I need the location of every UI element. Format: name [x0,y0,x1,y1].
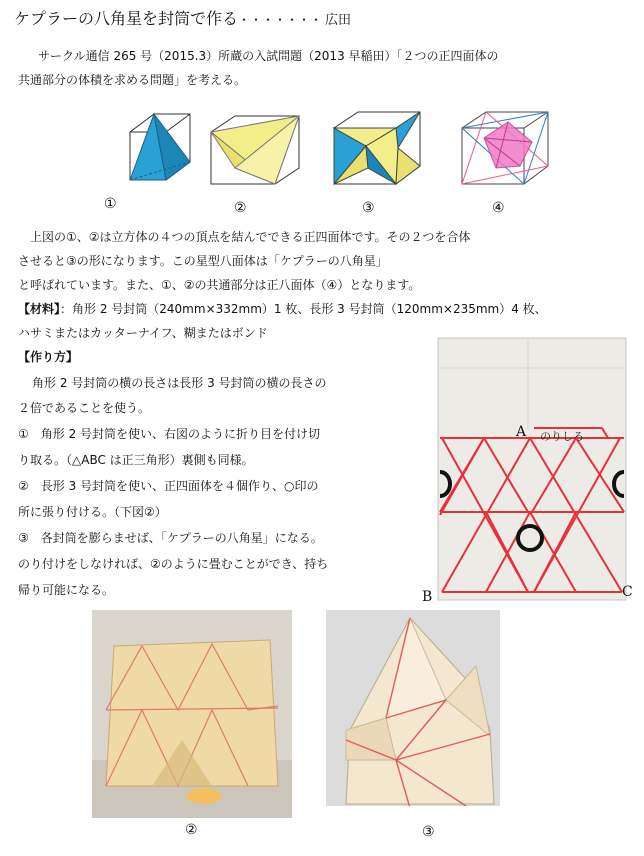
materials-label: 【材料】 [18,302,61,316]
figure-3-stellated-octahedron [328,108,426,204]
figure-4-octahedron [456,108,554,204]
photo-2-caption: ② [185,822,198,838]
figure-2-tetrahedron [205,112,305,204]
photo-folded-model [92,610,292,818]
figure-2-caption: ② [234,200,247,216]
envelope-folding-diagram [418,330,638,615]
method-line-8: のり付けをしなければ、②のように畳むことができ、持ち [18,557,329,571]
figure-4-caption: ④ [492,200,505,216]
author: 広田 [325,13,352,28]
vertex-a-label: A [516,424,527,440]
page-title [14,6,351,29]
photo-kepler-star-model [326,610,500,818]
method-line-3: ① 角形 2 号封筒を使い、右図のように折り目を付け切 [18,427,321,441]
method-line-7: ③ 各封筒を膨らませば、「ケプラーの八角星」になる。 [18,531,323,545]
body-line-2: させると③の形になります。この星型八面体は「ケプラーの八角星」 [18,254,388,268]
photo-3-caption: ③ [422,824,435,840]
method-line-1: 角形 2 号封筒の横の長さは長形 3 号封筒の横の長さの [32,376,327,390]
figure-1-caption: ① [104,196,117,212]
glue-flap-label: のりしろ [540,430,584,443]
body-line-1: 上図の①、②は立方体の４つの頂点を結んでできる正四面体です。その２つを合体 [30,230,471,244]
method-line-6: 所に張り付ける。（下図②） [18,505,167,519]
title-dots: ・・・・・・・ [238,13,323,27]
vertex-c-label: C [622,584,633,600]
intro-line-1: サークル通信 265 号（2015.3）所蔵の入試問題（2013 早稲田）「２つの正四面体の [38,49,499,63]
method-line-5: ② 長形 3 号封筒を使い、正四面体を４個作り、○印の [18,479,319,493]
method-line-2: ２倍であることを使う。 [18,401,151,415]
method-label: 【作り方】 [18,350,79,364]
materials-line-2: ハサミまたはカッターナイフ、糊またはボンド [18,326,268,340]
figure-3-caption: ③ [362,200,375,216]
title-text: ケプラーの八角星を封筒で作る [14,9,239,28]
figure-1-tetrahedron [98,104,198,204]
intro-line-2: 共通部分の体積を求める問題」を考える。 [18,73,247,87]
method-line-4: り取る。（△ABC は正三角形）裏側も同様。 [18,453,254,467]
method-line-9: 帰り可能になる。 [18,583,115,597]
vertex-b-label: B [422,589,433,605]
body-line-3: と呼ばれています。また、①、②の共通部分は正八面体（④）となります。 [18,278,421,292]
materials-text: ：角形 2 号封筒（240mm×332mm）1 枚、長形 3 号封筒（120mm×235mm）4 枚、 [60,302,547,316]
materials-line-1 [18,299,547,320]
